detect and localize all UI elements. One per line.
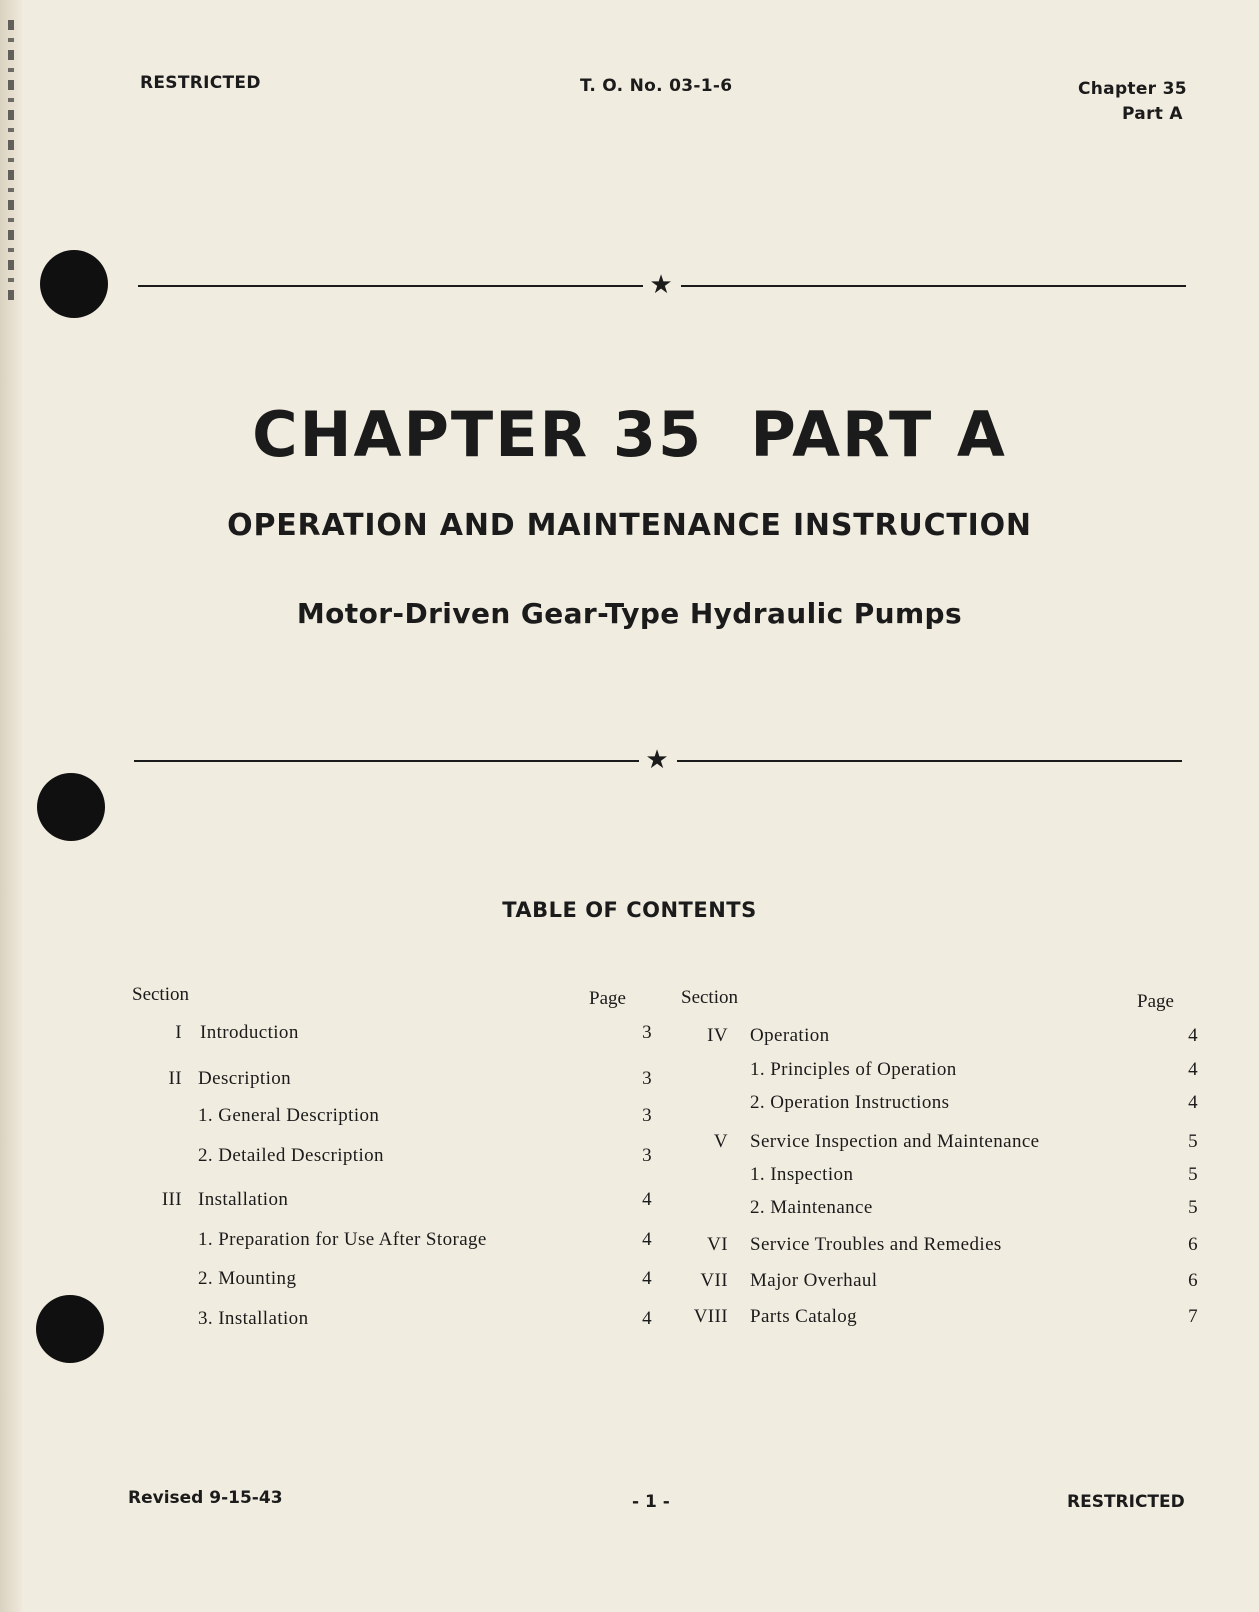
- toc-entry-page: 4: [642, 1189, 652, 1210]
- toc-entry-page: 3: [642, 1105, 652, 1126]
- toc-entry-label: 2. Detailed Description: [198, 1145, 384, 1166]
- toc-entry-number: V: [713, 1131, 728, 1152]
- edge-wear: [8, 20, 14, 300]
- toc-entry-page: 7: [1188, 1306, 1198, 1327]
- punch-hole-middle: [37, 773, 105, 841]
- toc-entry-page: 5: [1188, 1197, 1198, 1218]
- toc-entry-page: 3: [642, 1145, 652, 1166]
- toc-entry-label: 2. Maintenance: [750, 1197, 873, 1218]
- punch-hole-bottom: [36, 1295, 104, 1363]
- toc-entry-label: Service Inspection and Maintenance: [750, 1131, 1040, 1152]
- toc-entry-number: VI: [707, 1234, 728, 1255]
- toc-right-page-header: Page: [1137, 991, 1174, 1012]
- toc-entry-page: 4: [1188, 1025, 1198, 1046]
- toc-entry-label: 2. Mounting: [198, 1268, 297, 1289]
- toc-entry-label: Description: [198, 1068, 292, 1089]
- toc-entry-page: 3: [642, 1068, 652, 1089]
- toc-left-page-header: Page: [589, 988, 626, 1009]
- header-chapter: Chapter 35: [1078, 79, 1187, 99]
- toc-entry-label: Major Overhaul: [750, 1270, 878, 1291]
- toc-entry-number: III: [161, 1189, 182, 1210]
- star-icon: ★: [649, 270, 673, 300]
- toc-entry-page: 6: [1188, 1234, 1198, 1255]
- toc-entry-label: Installation: [198, 1189, 289, 1210]
- toc-entry-number: VII: [700, 1270, 728, 1291]
- header-classification: RESTRICTED: [140, 73, 261, 93]
- toc-entry-number: I: [175, 1022, 182, 1043]
- header-to-number: T. O. No. 03-1-6: [580, 76, 733, 96]
- toc-entry-label: Service Troubles and Remedies: [750, 1234, 1002, 1255]
- toc-entry-label: 3. Installation: [198, 1308, 309, 1329]
- star-icon: ★: [645, 745, 669, 775]
- footer-revised: Revised 9-15-43: [128, 1488, 283, 1508]
- toc-entry-label: 1. Principles of Operation: [750, 1059, 957, 1080]
- toc-entry-label: 1. General Description: [198, 1105, 380, 1126]
- toc-left-section-header: Section: [132, 984, 189, 1005]
- toc-entry-label: 1. Preparation for Use After Storage: [198, 1229, 487, 1250]
- toc-entry-number: II: [168, 1068, 182, 1089]
- toc-entry-number: VIII: [693, 1306, 728, 1327]
- toc-entry-number: IV: [707, 1025, 728, 1046]
- toc-entry-page: 6: [1188, 1270, 1198, 1291]
- toc-entry-page: 4: [642, 1268, 652, 1289]
- toc-entry-label: Parts Catalog: [750, 1306, 858, 1327]
- toc-entry-label: 1. Inspection: [750, 1164, 854, 1185]
- divider-bottom: [134, 745, 1182, 775]
- toc-entry-page: 3: [642, 1022, 652, 1043]
- footer-classification: RESTRICTED: [1067, 1492, 1185, 1512]
- page-edge: [0, 0, 22, 1612]
- toc-entry-page: 4: [642, 1308, 652, 1329]
- page-title: CHAPTER 35 PART A: [252, 398, 1007, 471]
- punch-hole-top: [40, 250, 108, 318]
- toc-right-section-header: Section: [681, 987, 738, 1008]
- page-subtitle: OPERATION AND MAINTENANCE INSTRUCTION: [227, 508, 1032, 543]
- footer-page-number: - 1 -: [632, 1492, 670, 1512]
- page-subject: Motor-Driven Gear-Type Hydraulic Pumps: [296, 597, 963, 630]
- toc-entry-page: 5: [1188, 1164, 1198, 1185]
- toc-entry-page: 4: [642, 1229, 652, 1250]
- toc-entry-label: Operation: [750, 1025, 830, 1046]
- toc-entry-page: 4: [1188, 1059, 1198, 1080]
- toc-heading: TABLE OF CONTENTS: [502, 898, 757, 922]
- toc-entry-page: 4: [1188, 1092, 1198, 1113]
- header-part: Part A: [1122, 104, 1183, 124]
- toc-entry-label: 2. Operation Instructions: [750, 1092, 950, 1113]
- divider-top: [138, 270, 1186, 300]
- toc-entry-label: Introduction: [200, 1022, 299, 1043]
- toc-entry-page: 5: [1188, 1131, 1198, 1152]
